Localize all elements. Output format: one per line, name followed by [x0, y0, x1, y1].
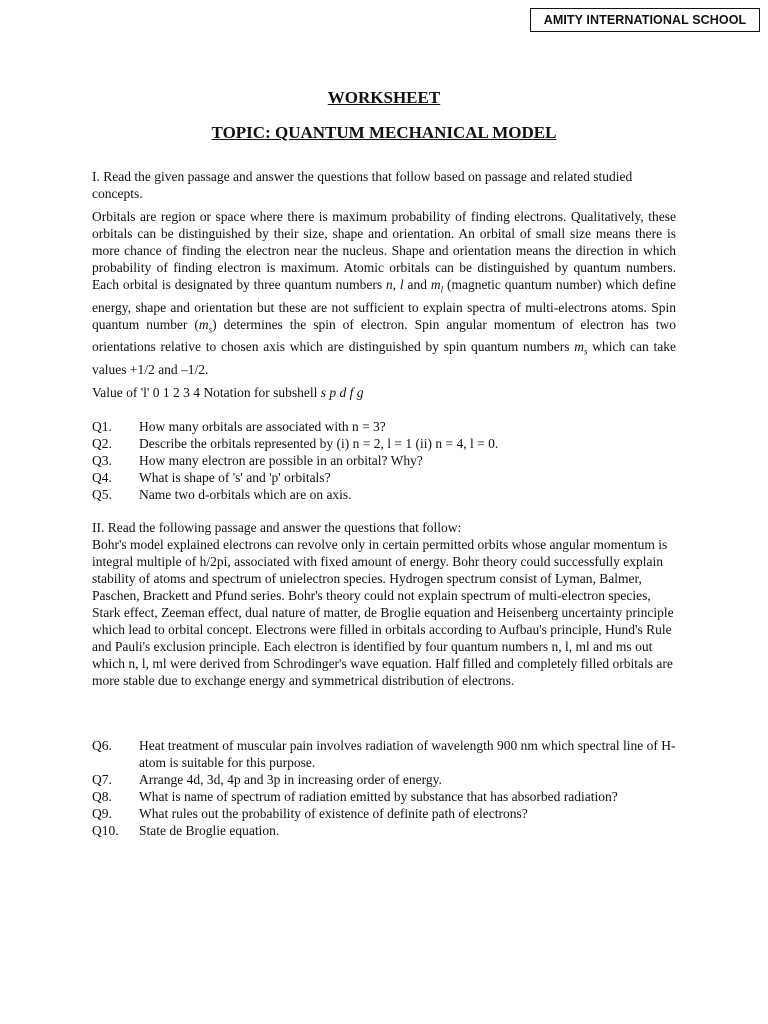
worksheet-title: WORKSHEET	[327, 88, 441, 107]
question-item: Q4. What is shape of 's' and 'p' orbitals?	[92, 470, 331, 485]
section1-question-list	[92, 418, 676, 503]
question-item: Q6. Heat treatment of muscular pain involves radiation of wavelength 900 nm which spectral line of H-atom is suitable for this purpose.	[92, 738, 676, 770]
question-item: Q10. State de Broglie equation.	[92, 823, 280, 838]
topic-title: TOPIC: QUANTUM MECHANICAL MODEL	[211, 123, 557, 142]
section2-question-list	[92, 737, 676, 839]
question-item: Q3. How many electron are possible in an orbital? Why?	[92, 453, 423, 468]
question-item: Q8. What is name of spectrum of radiation emitted by substance that has absorbed radiation?	[92, 789, 618, 804]
school-name-box	[530, 8, 760, 32]
orbital-value-line: Value of 'l' 0 1 2 3 4 Notation for subshell s p d f g	[92, 385, 364, 400]
question-item: Q7. Arrange 4d, 3d, 4p and 3p in increasing order of energy.	[92, 772, 442, 787]
section1-instruction: I. Read the given passage and answer the questions that follow based on passage and related studied concepts.	[92, 169, 633, 201]
section2-instruction: II. Read the following passage and answer the questions that follow:	[92, 520, 462, 535]
school-name: AMITY INTERNATIONAL SCHOOL	[543, 13, 747, 27]
question-item: Q9. What rules out the probability of existence of definite path of electrons?	[92, 806, 528, 821]
question-item: Q5. Name two d-orbitals which are on axis.	[92, 487, 352, 502]
section1-passage: Orbitals are region or space where there is maximum probability of finding electrons. Qualitatively, these orbitals can be distinguished by their size, shape and orientation. An orbital of small size means there is more chance of finding the electron near the nucleus. Shape and orientation means the direction in which probability of finding electron is maximum. Atomic orbitals can be distinguished by quantum numbers. Each orbital is designated by three quantum numbers n, l and $m_l$ (magnetic quantum number) which define energy, shape and orientation but these are not sufficient to explain spectra of multi-electrons atoms. Spin quantum number $(m_s)$ determines the spin of electron. Spin angular momentum of electron has two orientations relative to chosen axis which are distinguished by spin quantum numbers $m_s$ which can take values +1/2 and –1/2.	[92, 209, 676, 378]
question-item: Q1. How many orbitals are associated with n = 3?	[92, 419, 386, 434]
section2-passage: Bohr's model explained electrons can revolve only in certain permitted orbits whose angular momentum is integral multiple of h/2pi, associated with fixed amount of energy. Bohr theory could successfully explain stability of atoms and spectrum of unielectron species. Hydrogen spectrum consist of Lyman, Balmer, Paschen, Brackett and Pfund series. Bohr's theory could not explain spectrum of multi-electron species, Stark effect, Zeeman effect, dual nature of matter, de Broglie equation and Heisenberg uncertainty principle which lead to orbital concept. Electrons were filled in orbitals according to Aufbau's principle, Hund's Rule and Pauli's exclusion principle. Each electron is identified by four quantum numbers n, l, ml and ms out which n, l, ml were derived from Schrodinger's wave equation. Half filled and completely filled orbitals are more stable due to exchange energy and symmetrical distribution of electrons.	[92, 537, 674, 688]
question-item: Q2. Describe the orbitals represented by (i) n = 2, l = 1 (ii) n = 4, l = 0.	[92, 436, 499, 451]
